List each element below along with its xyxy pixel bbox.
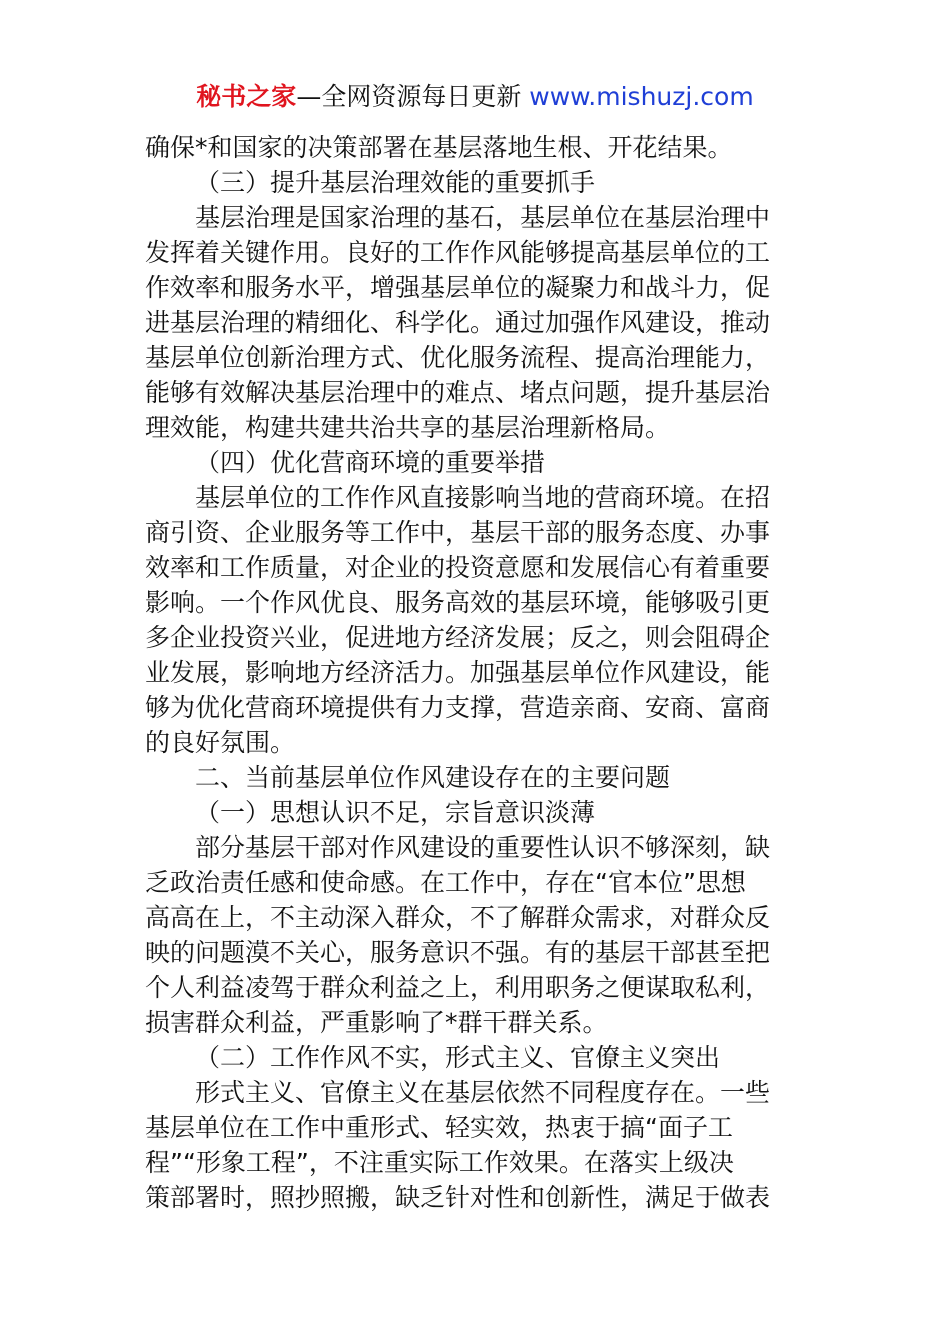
text-line: 基层单位创新治理方式、优化服务流程、提高治理能力， [145,343,771,372]
text-line: 进基层治理的精细化、科学化。通过加强作风建设，推动 [145,308,771,337]
section-heading: （一）思想认识不足，宗旨意识淡薄 [195,798,596,827]
text-line: 多企业投资兴业，促进地方经济发展；反之，则会阻碍企 [145,623,771,652]
text-line: 高高在上，不主动深入群众，不了解群众需求，对群众反 [145,903,771,932]
section-heading: （二）工作作风不实，形式主义、官僚主义突出 [195,1043,721,1072]
text-line: 能够有效解决基层治理中的难点、堵点问题，提升基层治 [145,378,771,407]
text-line: 效率和工作质量，对企业的投资意愿和发展信心有着重要 [145,553,771,582]
paragraph-first-line: 形式主义、官僚主义在基层依然不同程度存在。一些 [195,1078,771,1107]
site-header [0,80,950,114]
text-line: 理效能，构建共建共治共享的基层治理新格局。 [145,413,671,442]
text-line: 策部署时，照抄照搬，缺乏针对性和创新性，满足于做表 [145,1183,771,1212]
text-line: 影响。一个作风优良、服务高效的基层环境，能够吸引更 [145,588,771,617]
site-tagline: —全网资源每日更新 [296,82,530,111]
paragraph-first-line: 基层单位的工作作风直接影响当地的营商环境。在招 [195,483,771,512]
chapter-heading: 二、当前基层单位作风建设存在的主要问题 [195,763,671,792]
site-brand: 秘书之家 [196,82,297,111]
text-line: 发挥着关键作用。良好的工作作风能够提高基层单位的工 [145,238,771,267]
text-line: 程”“形象工程”，不注重实际工作效果。在落实上级决 [145,1148,734,1177]
text-line: 业发展，影响地方经济活力。加强基层单位作风建设，能 [145,658,771,687]
text-line: 基层单位在工作中重形式、轻实效，热衷于搞“面子工 [145,1113,733,1142]
text-line: 够为优化营商环境提供有力支撑，营造亲商、安商、富商 [145,693,771,722]
section-heading: （三）提升基层治理效能的重要抓手 [195,168,596,197]
site-url-link[interactable]: www.mishuzj.com [529,82,754,111]
text-line: 个人利益凌驾于群众利益之上，利用职务之便谋取私利， [145,973,771,1002]
paragraph-first-line: 基层治理是国家治理的基石，基层单位在基层治理中 [195,203,771,232]
text-line: 乏政治责任感和使命感。在工作中，存在“官本位”思想 [145,868,746,897]
paragraph-first-line: 部分基层干部对作风建设的重要性认识不够深刻，缺 [195,833,771,862]
document-body [145,130,815,1215]
text-line: 商引资、企业服务等工作中，基层干部的服务态度、办事 [145,518,771,547]
section-heading: （四）优化营商环境的重要举措 [195,448,546,477]
text-line: 损害群众利益，严重影响了*群干群关系。 [145,1008,608,1037]
text-line: 确保*和国家的决策部署在基层落地生根、开花结果。 [145,133,733,162]
text-line: 的良好氛围。 [145,728,296,757]
text-line: 映的问题漠不关心，服务意识不强。有的基层干部甚至把 [145,938,771,967]
text-line: 作效率和服务水平，增强基层单位的凝聚力和战斗力，促 [145,273,771,302]
